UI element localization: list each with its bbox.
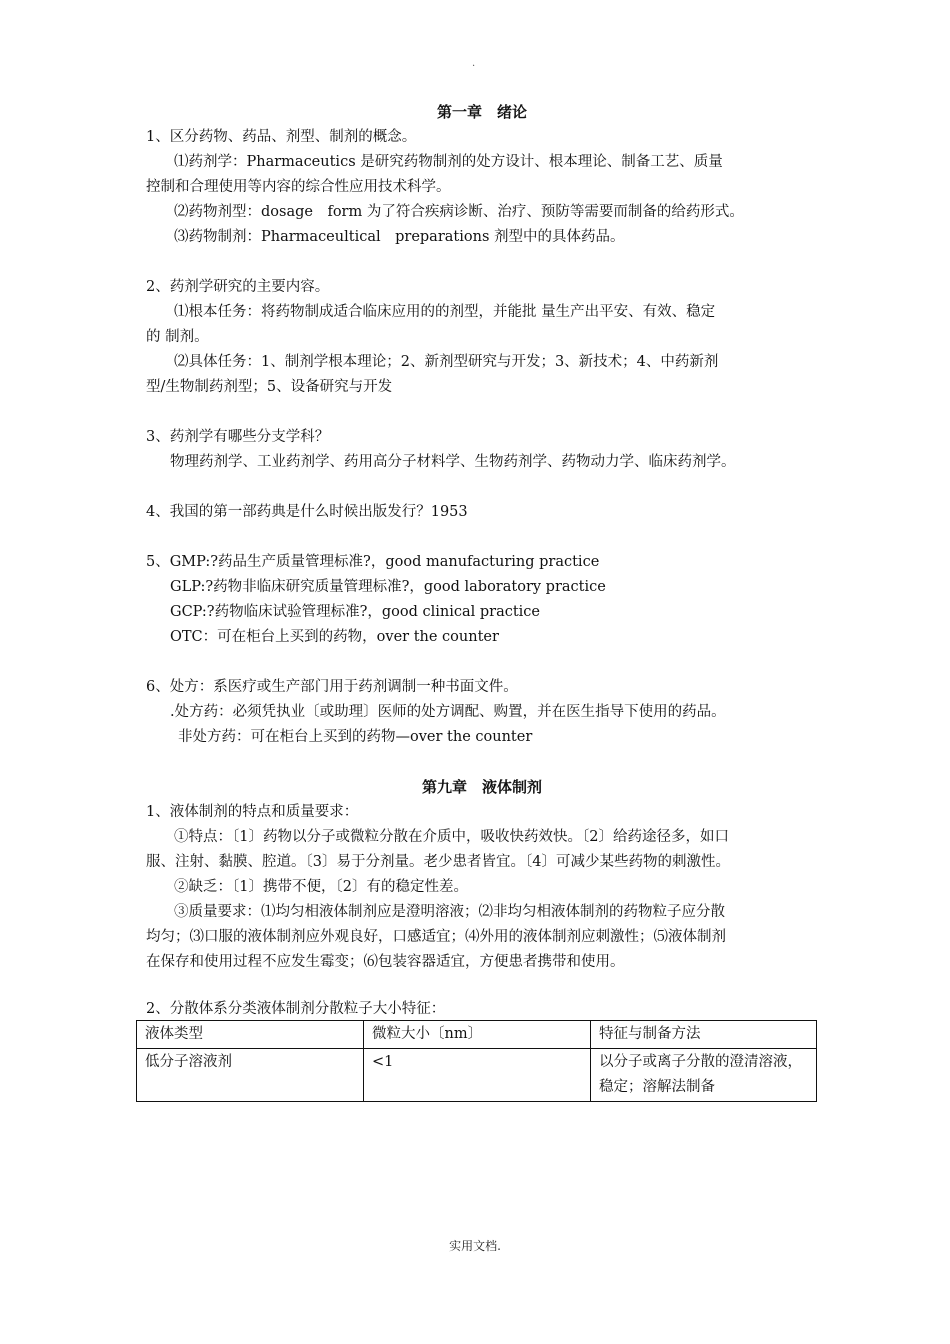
c9-quality-line2: 均匀；⑶口服的液体制剂应外观良好，口感适宜；⑷外用的液体制剂应刺激性；⑸液体制剂 [146,929,726,945]
q1-answer1-line2: 控制和合理使用等内容的综合性应用技术科学。 [146,179,451,195]
c9-q1-title: 1、液体制剂的特点和质量要求： [146,804,359,820]
table-cell: 低分子溶液剂 [137,1049,364,1102]
chapter9-title: 第九章 液体制剂 [421,778,542,796]
q3-answer: 物理药剂学、工业药剂学、药用高分子材料学、生物药剂学、药物动力学、临床药剂学。 [170,454,736,470]
q2-answer1-line2: 的 制剂。 [146,329,209,345]
chapter1-title: 第一章 绪论 [436,103,527,121]
q5-otc: OTC：可在柜台上买到的药物，over the counter [170,629,499,645]
q3-title: 3、药剂学有哪些分支学科？ [146,429,330,445]
document-body [146,100,818,1022]
q6-otc-drug: 非处方药：可在柜台上买到的药物—over the counter [178,729,533,745]
table-row [137,1049,817,1102]
table-cell: 以分子或离子分散的澄清溶液，稳定；溶解法制备 [591,1049,817,1102]
table-header-cell: 特征与制备方法 [591,1021,817,1049]
q2-answer1-line1: ⑴根本任务：将药物制成适合临床应用的的剂型，并能批 量生产出平安、有效、稳定 [174,304,716,320]
c9-features-line2: 服、注射、黏膜、腔道。〔3〕易于分剂量。老少患者皆宜。〔4〕可减少某些药物的刺激性。 [146,854,730,870]
c9-shortcomings: ②缺乏：〔1〕携带不便，〔2〕有的稳定性差。 [174,879,468,895]
q1-answer2: ⑵药物剂型：dosage form 为了符合疾病诊断、治疗、预防等需要而制备的给药形式。 [174,204,744,220]
top-mark: . [472,58,476,69]
q1-title: 1、区分药物、药品、剂型、制剂的概念。 [146,129,417,145]
q1-answer3: ⑶药物制剂：Pharmaceultical preparations 剂型中的具体药品。 [174,229,625,245]
q2-answer2-line1: ⑵具体任务：1、制剂学根本理论；2、新剂型研究与开发；3、新技术；4、中药新剂 [174,354,719,370]
q6-title: 6、处方：系医疗或生产部门用于药剂调制一种书面文件。 [146,679,518,695]
c9-q2-title: 2、分散体系分类液体制剂分散粒子大小特征： [146,1001,446,1017]
table-header-cell: 微粒大小〔nm〕 [364,1021,591,1049]
q1-answer1-line1: ⑴药剂学：Pharmaceutics 是研究药物制剂的处方设计、根本理论、制备工艺、质量 [174,154,723,170]
q5-gmp: 5、GMP:?药品生产质量管理标准?，good manufacturing practice [146,554,600,570]
table-header-cell: 液体类型 [137,1021,364,1049]
table-cell: <1 [364,1049,591,1102]
q2-answer2-line2: 型/生物制药剂型；5、设备研究与开发 [146,379,393,395]
q5-gcp: GCP:?药物临床试验管理标准?，good clinical practice [170,604,541,620]
q2-title: 2、药剂学研究的主要内容。 [146,279,330,295]
page-footer: 实用文档. [449,1239,501,1253]
table-header-row [137,1021,817,1049]
liquid-types-table [136,1020,817,1102]
c9-quality-line3: 在保存和使用过程不应发生霉变；⑹包装容器适宜，方便患者携带和使用。 [146,954,625,970]
q6-prescription-drug: .处方药：必须凭执业〔或助理〕医师的处方调配、购置，并在医生指导下使用的药品。 [170,704,726,720]
c9-quality-line1: ③质量要求：⑴均匀相液体制剂应是澄明溶液；⑵非均匀相液体制剂的药物粒子应分散 [174,904,725,920]
q4-title: 4、我国的第一部药典是什么时候出版发行？1953 [146,504,468,520]
q5-glp: GLP:?药物非临床研究质量管理标准?，good laboratory practice [170,579,606,595]
c9-features-line1: ①特点：〔1〕药物以分子或微粒分散在介质中，吸收快药效快。〔2〕给药途径多，如口 [174,829,729,845]
